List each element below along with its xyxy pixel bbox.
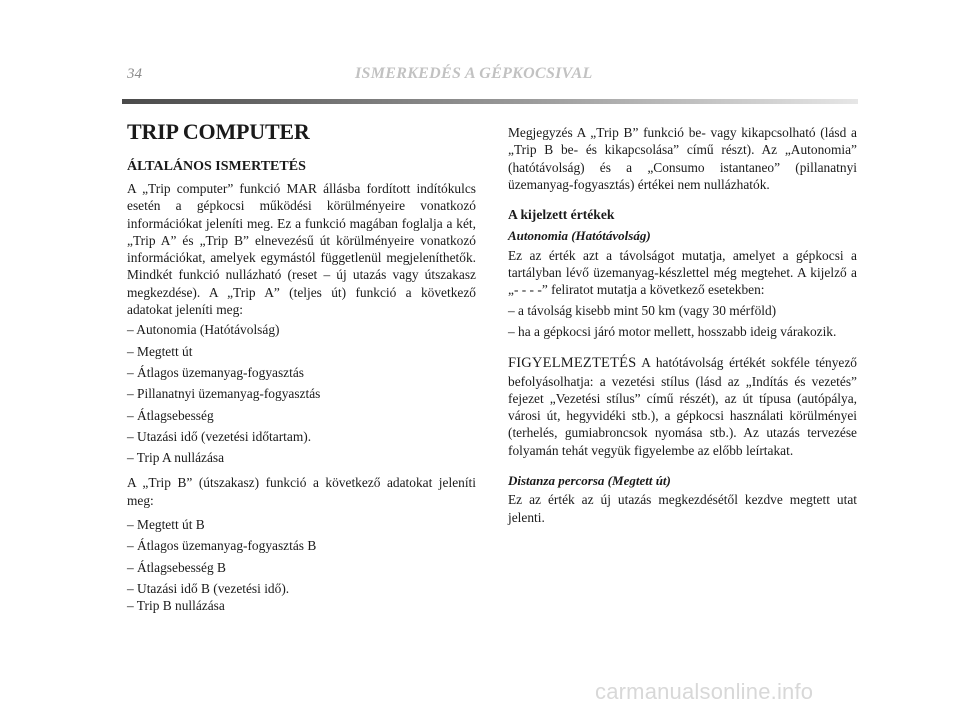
- list-item: – Átlagsebesség: [127, 407, 214, 423]
- list-item: – Megtett út B: [127, 517, 205, 533]
- list-item: – Megtett út: [127, 343, 193, 359]
- intro-paragraph: A „Trip computer” funkció MAR állásba fordított indítókulcs esetén a gépkocsi működési körülményeire vonatkozó információkat jeleníti meg. Ez a funkció magában foglalja a két, „Trip A” és „Trip B” elnevezésű út körülményeire vonatkozó információkat, amelyek egymástól függetlenül megjeleníthetők. Mindkét funkció nullázható (reset – új utazás vagy útszakasz megkezdése). A „Trip A” (teljes út) funkció a következő adatokat jeleníti meg:: [127, 181, 476, 318]
- list-item: – Trip A nullázása: [127, 450, 225, 466]
- list-item: – Átlagos üzemanyag-fogyasztás B: [127, 538, 317, 554]
- distanza-paragraph: Ez az érték az új utazás megkezdésétől kezdve megtett utat jelenti.: [508, 492, 857, 525]
- note-paragraph: Megjegyzés A „Trip B” funkció be- vagy kikapcsolható (lásd a „Trip B be- és kikapcsolása” című részt). Az „Autonomia” (hatótávolság) és a „Consumo istantaneo” (pillanatnyi üzemanyag-fogyasztás) értékei nem nullázhatók.: [508, 125, 857, 192]
- left-column: [127, 118, 476, 615]
- autonomia-list: [508, 302, 857, 341]
- trip-b-list-tail: [127, 580, 476, 615]
- trip-a-list: [127, 321, 476, 466]
- right-column: [508, 124, 857, 529]
- list-item: – Autonomia (Hatótávolság): [127, 322, 280, 338]
- list-item: – Pillanatnyi üzemanyag-fogyasztás: [127, 386, 321, 402]
- list-item: – Trip B nullázása: [127, 598, 225, 614]
- header-rule: [122, 99, 858, 104]
- list-item: – Utazási idő B (vezetési idő).: [127, 580, 290, 596]
- list-item: – a távolság kisebb mint 50 km (vagy 30 mérföld): [508, 302, 777, 318]
- warning-text: A hatótávolság értékét sokféle tényező befolyásolhatja: a vezetési stílus (lásd az „Indítás és vezetés” fejezet „Vezetési stílus” című részét), az út típusa (autópálya, városi út, hegyvidéki stb.), a gépkocsi használati körülményei (terhelés, gumiabroncsok nyomása stb.). Az utazás tervezése folyamán tehát vegyük figyelembe az előbb leírtakat.: [508, 355, 857, 458]
- list-item: – Utazási idő (vezetési időtartam).: [127, 428, 312, 444]
- trip-b-intro: A „Trip B” (útszakasz) funkció a következő adatokat jeleníti meg:: [127, 475, 476, 508]
- list-item: – Átlagsebesség B: [127, 559, 226, 575]
- page-number: 34: [127, 66, 142, 82]
- list-item: – Átlagos üzemanyag-fogyasztás: [127, 364, 304, 380]
- running-head: ISMERKEDÉS A GÉPKOCSIVAL: [355, 65, 593, 82]
- autonomia-heading: Autonomia (Hatótávolság): [508, 228, 651, 244]
- subsection-title: ÁLTALÁNOS ISMERTETÉS: [127, 159, 306, 174]
- autonomia-paragraph: Ez az érték azt a távolságot mutatja, amelyet a gépkocsi a tartályban lévő üzemanyag-készlettel még megtehet. A kijelző a „- - - -” feliratot mutatja a következő esetekben:: [508, 247, 857, 298]
- warning-paragraph: [508, 354, 857, 459]
- displayed-values-heading: A kijelzett értékek: [508, 207, 615, 223]
- distanza-heading: Distanza percorsa (Megtett út): [508, 473, 671, 489]
- watermark: carmanualsonline.info: [595, 679, 814, 704]
- list-item: – ha a gépkocsi járó motor mellett, hosszabb ideig várakozik.: [508, 323, 837, 339]
- section-title: TRIP COMPUTER: [127, 119, 310, 144]
- warning-label: FIGYELMEZTETÉS: [508, 355, 637, 372]
- trip-b-list: [127, 516, 476, 576]
